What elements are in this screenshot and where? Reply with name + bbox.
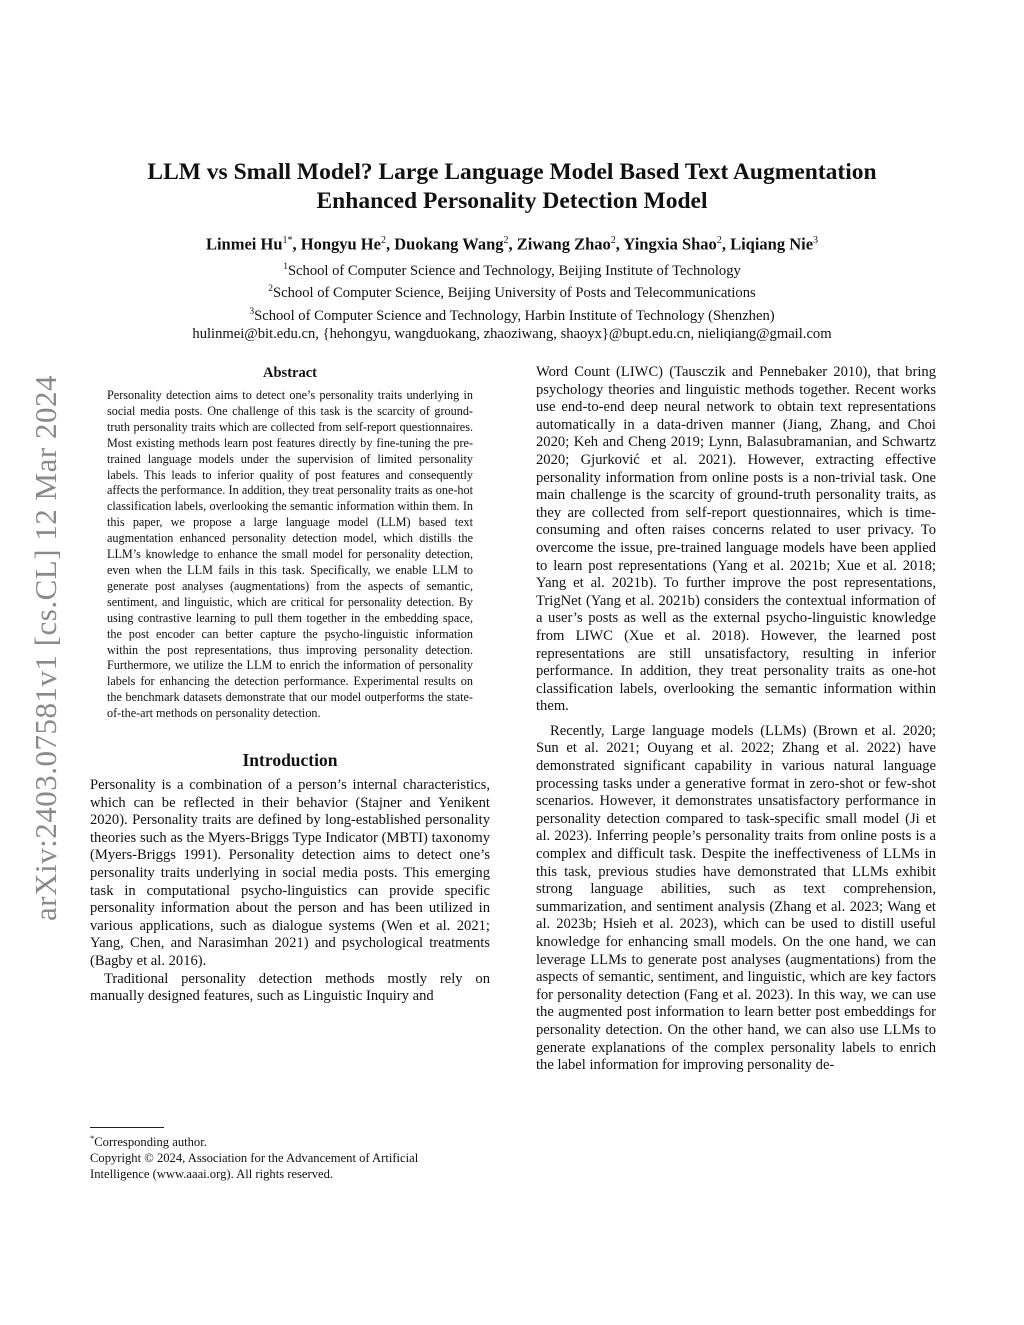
author-sup: 1* [282, 235, 293, 246]
author-name: Linmei Hu [205, 234, 283, 254]
paper-title [110, 158, 914, 216]
footnote-divider [90, 1127, 164, 1128]
affiliation-text: School of Computer Science, Beijing University of Posts and Telecommunications [273, 285, 756, 302]
introduction-heading: Introduction [242, 750, 338, 771]
left-column [90, 364, 490, 1006]
affiliation-text: School of Computer Science and Technology, Harbin Institute of Technology (Shenzhen) [254, 307, 775, 324]
title-line-1: LLM vs Small Model? Large Language Model Based Text Augmentation [147, 159, 877, 185]
affiliation-sup: 2 [268, 284, 274, 295]
affiliation-line [110, 258, 914, 280]
author-sup: 2 [716, 235, 722, 246]
author-list: Linmei $Hu^{1*}$, Hongyu He$^2$, Duokang Wang$^2$, Ziwang Zhao$^2$, Yingxia Shao$^2$, Liqiang Nie$^3$ [205, 234, 819, 254]
intro-paragraph-2: Traditional personality detection methods mostly rely on manually designed features, such as Linguistic Inquiry and [90, 970, 490, 1005]
intro-paragraph-4: Recently, Large language models (LLMs) (Brown et al. 2020; Sun et al. 2021; Ouyang et al. 2022; Zhang et al. 2022) have demonstrated significant capability in various natural language processing tasks under a generative format in zero-shot or few-shot scenarios. However, it demonstrates unsatisfactory performance in personality detection compared to task-specific small model (Ji et al. 2023). Inferring people’s personality traits from online posts is a complex and difficult task. Despite the ineffectiveness of LLMs in this task, previous studies have demonstrated that LLMs exhibit strong language abilities, such as text comprehension, summarization, and sentiment analysis (Zhang et al. 2023; Wang et al. 2023b; Hsieh et al. 2023), which can be used to distill useful knowledge for enhancing small models. On the one hand, we can leverage LLMs to generate post analyses (augmentations) from the aspects of semantic, sentiment, and linguistic, which are key factors for personality detection (Fang et al. 2023). In this way, we can use the augmented post information to learn better post embeddings for personality detection. On the other hand, we can also use LLMs to generate explanations of the complex personality labels to enrich the label information for improving personality de- [536, 722, 936, 1074]
title-line-2: Enhanced Personality Detection Model [316, 188, 708, 214]
affiliation-sup: 1 [283, 262, 288, 272]
affiliation-line [110, 303, 914, 325]
affiliation-sup: 3 [249, 306, 255, 317]
author-sup: 3 [813, 235, 819, 246]
author-sup: 2 [380, 235, 386, 246]
corresponding-note [90, 1131, 490, 1151]
author-name: Hongyu He [300, 234, 381, 254]
author-sup: 2 [503, 235, 509, 246]
author-name: Liqiang Nie [730, 234, 814, 254]
affiliation-text: School of Computer Science and Technology, Beijing Institute of Technology [287, 262, 741, 279]
arxiv-identifier: arXiv:2403.07581v1 [cs.CL] 12 Mar 2024 [28, 375, 63, 921]
intro-paragraph-3: Word Count (LIWC) (Tausczik and Pennebaker 2010), that bring psychology theories and linguistic methods together. Recent works use end-to-end deep neural network to obtain text representations automatically in a data-driven manner (Jiang, Zhang, and Choi 2020; Keh and Cheng 2019; Lynn, Balasubramanian, and Schwartz 2020; Gjurković et al. 2021). However, extracting effective personality information from online posts is a non-trivial task. One main challenge is the scarcity of ground-truth personality traits, as they are collected from self-report questionnaires, which is time-consuming and often raises concerns related to user privacy. To overcome the issue, pre-trained language models have been applied to learn post representations (Yang et al. 2021b; Xue et al. 2018; Yang et al. 2021b). To further improve the post representations, TrigNet (Yang et al. 2021b) considers the contextual information of a user’s posts as well as the external psycho-linguistic knowledge from LIWC (Xue et al. 2018). However, the learned post representations are still unsatisfactory, resulting in inferior performance. In addition, they treat personality traits as one-hot classification labels, overlooking the semantic information within them. [536, 364, 936, 715]
abstract-text: Personality detection aims to detect one’s personality traits underlying in social media posts. One challenge of this task is the scarcity of ground-truth personality traits which are collected from self-report questionnaires. Most existing methods learn post features directly by fine-tuning the pre-trained language models under the supervision of limited personality labels. This leads to inferior quality of post features and consequently affects the performance. In addition, they treat personality traits as one-hot classification labels, overlooking the semantic information within them. In this paper, we propose a large language model (LLM) based text augmentation enhanced personality detection model, which distills the LLM’s knowledge to enhance the small model for personality detection, even when the LLM fails in this task. Specifically, we enable LLM to generate post analyses (augmentations) from the aspects of semantic, sentiment, and linguistic, which are critical for personality detection. By using contrastive learning to pull them together in the embedding space, the post encoder can better capture the psycho-linguistic information within the post representations, thus improving personality detection. Furthermore, we utilize the LLM to enrich the information of personality labels for enhancing the detection performance. Experimental results on the benchmark datasets demonstrate that our model outperforms the state-of-the-art methods on personality detection. [107, 388, 473, 721]
affiliation-line [110, 280, 914, 302]
right-column [536, 364, 936, 1075]
author-sup: 2 [610, 235, 616, 246]
author-name: Ziwang Zhao [516, 234, 611, 254]
footnote-block [90, 1131, 490, 1183]
author-emails: hulinmei@bit.edu.cn, {hehongyu, wangduokang, zhaoziwang, shaoyx}@bupt.edu.cn, nieliqiang@gmail.com [192, 325, 832, 342]
corresponding-text: Corresponding author. [94, 1135, 207, 1150]
intro-paragraph-1: Personality is a combination of a person’s internal characteristics, which can be reflected in their behavior (Stajner and Yenikent 2020). Personality traits are defined by long-established personality theories such as the Myers-Briggs Type Indicator (MBTI) taxonomy (Myers-Briggs 1991). Personality detection aims to detect one’s personality traits underlying in social media posts. This emerging task in computational psycho-linguistics can provide specific personality information about the person and has been utilized in various applications, such as dialogue systems (Wen et al. 2021; Yang, Chen, and Narasimhan 2021) and psychological treatments (Bagby et al. 2016). [90, 777, 490, 969]
author-name: Yingxia Shao [623, 234, 717, 254]
copyright-line-2: Intelligence (www.aaai.org). All rights reserved. [90, 1166, 334, 1181]
arxiv-side-stamp [30, 352, 62, 944]
author-name: Duokang Wang [394, 234, 504, 254]
abstract-heading: Abstract [263, 365, 317, 381]
footnote-mark: * [90, 1133, 95, 1143]
affiliations [110, 258, 914, 343]
copyright-line-1: Copyright © 2024, Association for the Advancement of Artificial [90, 1150, 419, 1165]
